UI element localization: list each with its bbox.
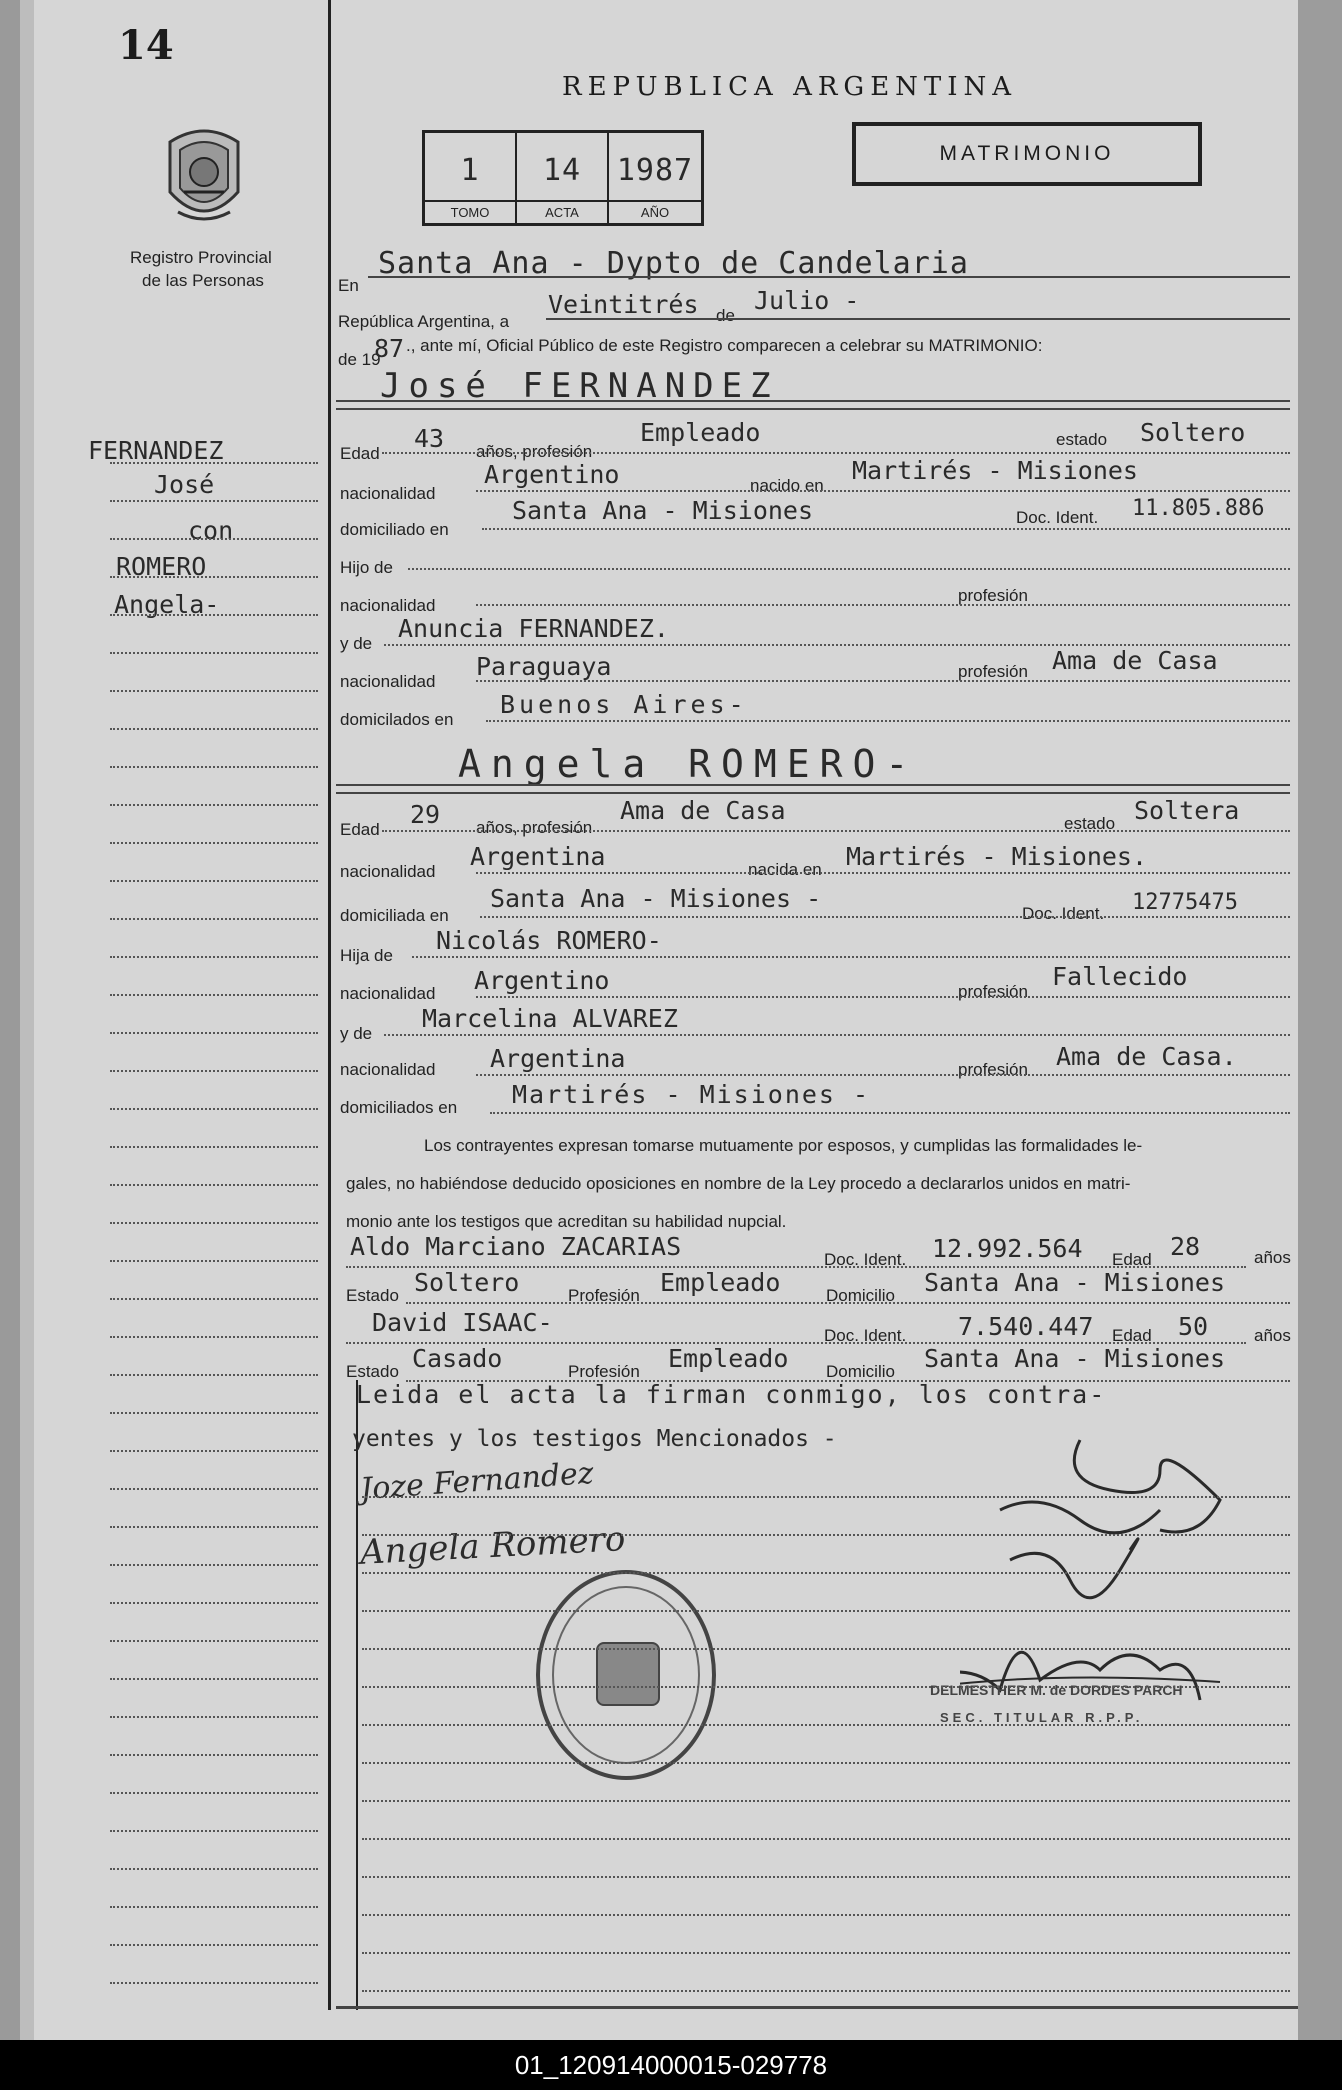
line-bride-name — [336, 784, 1290, 786]
witness2-anos-label: años — [1254, 1326, 1291, 1345]
intro-year-prefix: de 19 — [338, 350, 381, 369]
bride-father-nationality: Argentino — [474, 966, 610, 995]
scribble-signatures-icon — [960, 1420, 1280, 1780]
marriage-month: Julio - — [754, 286, 860, 315]
province-emblem-icon — [158, 122, 250, 232]
registry-number-box — [422, 130, 704, 226]
witness2-name: David ISAAC- — [372, 1308, 553, 1337]
witness2-domicile: Santa Ana - Misiones — [924, 1344, 1226, 1373]
declaration-line2: gales, no habiéndose deducido oposiciones en nombre de la Ley procedo a declararlos unidos en matri- — [346, 1174, 1131, 1193]
margin-rule — [110, 652, 318, 654]
groom-age: 43 — [414, 424, 445, 453]
margin-rule — [110, 842, 318, 844]
margin-rule — [110, 1488, 318, 1490]
margin-rule — [110, 1678, 318, 1680]
body-rule — [362, 1876, 1290, 1878]
margin-rule — [110, 462, 318, 464]
bride-profession: Ama de Casa — [620, 796, 786, 825]
margin-rule — [110, 1108, 318, 1110]
line-groom-mother-nac — [476, 680, 1290, 682]
witness2-age: 50 — [1178, 1312, 1209, 1341]
line-bride-age — [382, 830, 1290, 832]
act-type-box — [852, 122, 1202, 186]
witness2-estado-label: Estado — [346, 1362, 399, 1381]
margin-rule — [110, 1754, 318, 1756]
bride-mother: Marcelina ALVAREZ — [422, 1004, 678, 1033]
witness1-prof-label: Profesión — [568, 1286, 640, 1305]
bride-doc-label: Doc. Ident. — [1022, 904, 1105, 923]
margin-rule — [110, 728, 318, 730]
margin-rule — [110, 1792, 318, 1794]
groom-estado: Soltero — [1140, 418, 1246, 447]
witness1-age: 28 — [1170, 1232, 1201, 1261]
intro-republica-label: República Argentina, a — [338, 312, 510, 331]
margin-rule — [110, 1336, 318, 1338]
page-bottom-border — [336, 2006, 1298, 2009]
bride-domicile: Santa Ana - Misiones - — [490, 884, 822, 913]
groom-mother: Anuncia FERNANDEZ. — [398, 614, 669, 643]
bride-nac-label: nacionalidad — [340, 862, 436, 881]
groom-hijo-label: Hijo de — [340, 558, 393, 577]
groom-father-nac-label: nacionalidad — [340, 596, 436, 615]
line-groom-father-nac — [476, 604, 1290, 606]
margin-rule — [110, 1070, 318, 1072]
bride-nacida-label: nacida en — [748, 860, 822, 879]
line-groom-father — [408, 568, 1290, 570]
body-rule — [362, 1724, 1290, 1726]
line-date — [546, 318, 1290, 320]
footer-id: 01_120914000015-029778 — [0, 2040, 1342, 2090]
witness1-estado-label: Estado — [346, 1286, 399, 1305]
witness2-dom-label: Domicilio — [826, 1362, 895, 1381]
witness1-edad-label: Edad — [1112, 1250, 1152, 1269]
margin-rule — [110, 576, 318, 578]
margin-rule — [110, 1830, 318, 1832]
acta-value: 14 — [542, 153, 582, 188]
official-stamp-title: SEC. TITULAR R.P.P. — [940, 1710, 1144, 1725]
line-bride-parents-dom — [490, 1112, 1290, 1114]
body-rule — [362, 1952, 1290, 1954]
tomo-label: TOMO — [425, 200, 515, 223]
groom-estado-label: estado — [1056, 430, 1108, 449]
line-groom-age — [382, 452, 1290, 454]
line-witness1-b — [406, 1302, 1290, 1304]
margin-rule — [110, 1868, 318, 1870]
body-rule — [362, 1572, 1290, 1574]
intro-de-label: de — [716, 306, 735, 325]
bride-doms-label: domiciliados en — [340, 1098, 458, 1117]
bride-edad-label: Edad — [340, 820, 380, 839]
bride-anos-prof-label: años, profesión — [476, 818, 593, 837]
page-number: 14 — [118, 22, 174, 69]
margin-note-line4: ROMERO — [116, 552, 207, 581]
country-title: REPUBLICA ARGENTINA — [562, 72, 1018, 102]
binding-edge-2 — [20, 0, 34, 2040]
margin-note-line5: Angela- — [114, 590, 220, 619]
margin-rule — [110, 804, 318, 806]
intro-text: ., ante mí, Oficial Público de este Registro comparecen a celebrar su MATRIMONIO: — [406, 336, 1043, 355]
bride-parents-domicile: Martirés - Misiones - — [512, 1080, 871, 1109]
body-rule — [362, 1610, 1290, 1612]
tomo-value: 1 — [460, 153, 480, 188]
bride-dom-label: domiciliada en — [340, 906, 449, 925]
margin-note-line3: con — [188, 516, 234, 545]
margin-rule — [110, 1982, 318, 1984]
groom-mother-profession: Ama de Casa — [1052, 646, 1218, 675]
margin-rule — [110, 1906, 318, 1908]
ano-value: 1987 — [616, 153, 694, 188]
line-place — [368, 276, 1290, 278]
margin-rule — [110, 766, 318, 768]
bride-mother-prof-label: profesión — [958, 1060, 1028, 1079]
bride-nationality: Argentina — [470, 842, 606, 871]
column-divider-inner — [356, 1380, 358, 2010]
line-groom-nac — [476, 490, 1290, 492]
groom-nationality: Argentino — [484, 460, 620, 489]
body-rule — [362, 1990, 1290, 1992]
groom-parents-domicile: Buenos Aires- — [500, 690, 748, 719]
body-rule — [362, 1800, 1290, 1802]
witness2-estado: Casado — [412, 1344, 503, 1373]
groom-doms-label: domicilados en — [340, 710, 454, 729]
witness1-dom-label: Domicilio — [826, 1286, 895, 1305]
margin-rule — [110, 1374, 318, 1376]
witness2-doc: 7.540.447 — [958, 1312, 1094, 1341]
groom-nacido-label: nacido en — [750, 476, 824, 495]
line-groom-name — [336, 400, 1290, 402]
margin-rule — [110, 880, 318, 882]
bride-father-nac-label: nacionalidad — [340, 984, 436, 1003]
margin-note-line1: FERNANDEZ — [88, 436, 224, 465]
line-bride-mother-nac — [476, 1074, 1290, 1076]
groom-profession: Empleado — [640, 418, 761, 447]
margin-rule — [110, 1222, 318, 1224]
groom-doc: 11.805.886 — [1132, 496, 1265, 521]
bride-signature: Angela Romero — [359, 1519, 627, 1573]
closing-line2: yentes y los testigos Mencionados - — [352, 1426, 837, 1452]
margin-rule — [110, 1716, 318, 1718]
line-groom-name-2 — [336, 408, 1290, 410]
ano-label: AÑO — [609, 200, 701, 223]
line-bride-mother — [384, 1034, 1290, 1036]
bride-mother-nationality: Argentina — [490, 1044, 626, 1073]
bride-yde-label: y de — [340, 1024, 373, 1043]
groom-name: José FERNANDEZ — [380, 366, 779, 406]
margin-rule — [110, 918, 318, 920]
marriage-year-suffix: 87 — [374, 334, 405, 363]
margin-rule — [110, 1450, 318, 1452]
bride-estado: Soltera — [1134, 796, 1240, 825]
declaration-line3: monio ante los testigos que acreditan su habilidad nupcial. — [346, 1212, 787, 1231]
margin-rule — [110, 1526, 318, 1528]
margin-rule — [110, 1260, 318, 1262]
witness1-doc-label: Doc. Ident. — [824, 1250, 907, 1269]
margin-rule — [110, 538, 318, 540]
bride-estado-label: estado — [1064, 814, 1116, 833]
bride-age: 29 — [410, 800, 441, 829]
groom-doc-label: Doc. Ident. — [1016, 508, 1099, 527]
tomo-cell — [425, 133, 517, 223]
groom-signature: Joze Fernandez — [359, 1455, 595, 1508]
line-groom-parents-dom — [486, 720, 1290, 722]
intro-en-label: En — [338, 276, 359, 295]
body-rule — [362, 1914, 1290, 1916]
bride-mother-nac-label: nacionalidad — [340, 1060, 436, 1079]
body-rule — [362, 1534, 1290, 1536]
closing-line1: Leida el acta la firman conmigo, los contra- — [356, 1380, 1107, 1409]
bride-father-profession: Fallecido — [1052, 962, 1188, 991]
bride-father: Nicolás ROMERO- — [436, 926, 662, 955]
ano-cell — [609, 133, 701, 223]
groom-dom-label: domiciliado en — [340, 520, 449, 539]
bride-doc: 12775475 — [1132, 890, 1238, 915]
margin-rule — [110, 1032, 318, 1034]
line-bride-name-2 — [336, 792, 1290, 794]
registry-office-line1: Registro Provincial — [130, 248, 272, 267]
line-bride-dom — [480, 916, 1290, 918]
witness1-estado: Soltero — [414, 1268, 520, 1297]
groom-yde-label: y de — [340, 634, 373, 653]
bride-name: Angela ROMERO- — [458, 742, 919, 786]
line-bride-father — [412, 956, 1290, 958]
groom-mother-nationality: Paraguaya — [476, 652, 612, 681]
margin-rule — [110, 1564, 318, 1566]
marriage-place: Santa Ana - Dypto de Candelaria — [378, 246, 969, 281]
line-bride-father-nac — [476, 996, 1290, 998]
margin-rule — [110, 1602, 318, 1604]
witness2-edad-label: Edad — [1112, 1326, 1152, 1345]
marriage-day: Veintitrés — [548, 290, 699, 319]
groom-domicile: Santa Ana - Misiones — [512, 496, 814, 525]
bride-mother-profession: Ama de Casa. — [1056, 1042, 1237, 1071]
body-rule — [362, 1648, 1290, 1650]
acta-label: ACTA — [517, 200, 607, 223]
groom-birthplace: Martirés - Misiones — [852, 456, 1138, 485]
witness2-profession: Empleado — [668, 1344, 789, 1373]
groom-father-prof-label: profesión — [958, 586, 1028, 605]
bride-hija-label: Hija de — [340, 946, 393, 965]
margin-rule — [110, 1640, 318, 1642]
witness1-anos-label: años — [1254, 1248, 1291, 1267]
registry-office-line2: de las Personas — [142, 271, 264, 290]
declaration-line1: Los contrayentes expresan tomarse mutuamente por esposos, y cumplidas las formalidades le- — [424, 1136, 1143, 1155]
margin-rule — [110, 614, 318, 616]
groom-anos-prof-label: años, profesión — [476, 442, 593, 461]
witness1-name: Aldo Marciano ZACARIAS — [350, 1232, 682, 1261]
witness2-doc-label: Doc. Ident. — [824, 1326, 907, 1345]
witness2-prof-label: Profesión — [568, 1362, 640, 1381]
body-rule — [362, 1496, 1290, 1498]
groom-nac-label: nacionalidad — [340, 484, 436, 503]
line-bride-nac — [476, 872, 1290, 874]
groom-edad-label: Edad — [340, 444, 380, 463]
binding-edge — [0, 0, 20, 2040]
margin-rule — [110, 956, 318, 958]
witness1-domicile: Santa Ana - Misiones — [924, 1268, 1226, 1297]
acta-cell — [517, 133, 609, 223]
official-stamp-name: DELMESTHER M. de DORDES PARCH — [930, 1682, 1183, 1698]
act-type-label: MATRIMONIO — [939, 142, 1115, 165]
body-rule — [362, 1838, 1290, 1840]
margin-rule — [110, 1412, 318, 1414]
margin-note-line2: José — [154, 470, 215, 499]
margin-rule — [110, 1298, 318, 1300]
groom-mother-nac-label: nacionalidad — [340, 672, 436, 691]
bride-birthplace: Martirés - Misiones. — [846, 842, 1148, 871]
line-groom-dom — [482, 528, 1290, 530]
margin-rule — [110, 690, 318, 692]
registry-seal-icon — [536, 1570, 716, 1780]
groom-mother-prof-label: profesión — [958, 662, 1028, 681]
witness1-doc: 12.992.564 — [932, 1234, 1083, 1263]
margin-rule — [110, 994, 318, 996]
margin-rule — [110, 1944, 318, 1946]
margin-rule — [110, 500, 318, 502]
bride-father-prof-label: profesión — [958, 982, 1028, 1001]
right-edge — [1298, 0, 1342, 2040]
margin-rule — [110, 1184, 318, 1186]
body-rule — [362, 1762, 1290, 1764]
margin-rule — [110, 1146, 318, 1148]
column-divider-left — [328, 0, 331, 2010]
body-rule — [362, 1686, 1290, 1688]
witness1-profession: Empleado — [660, 1268, 781, 1297]
